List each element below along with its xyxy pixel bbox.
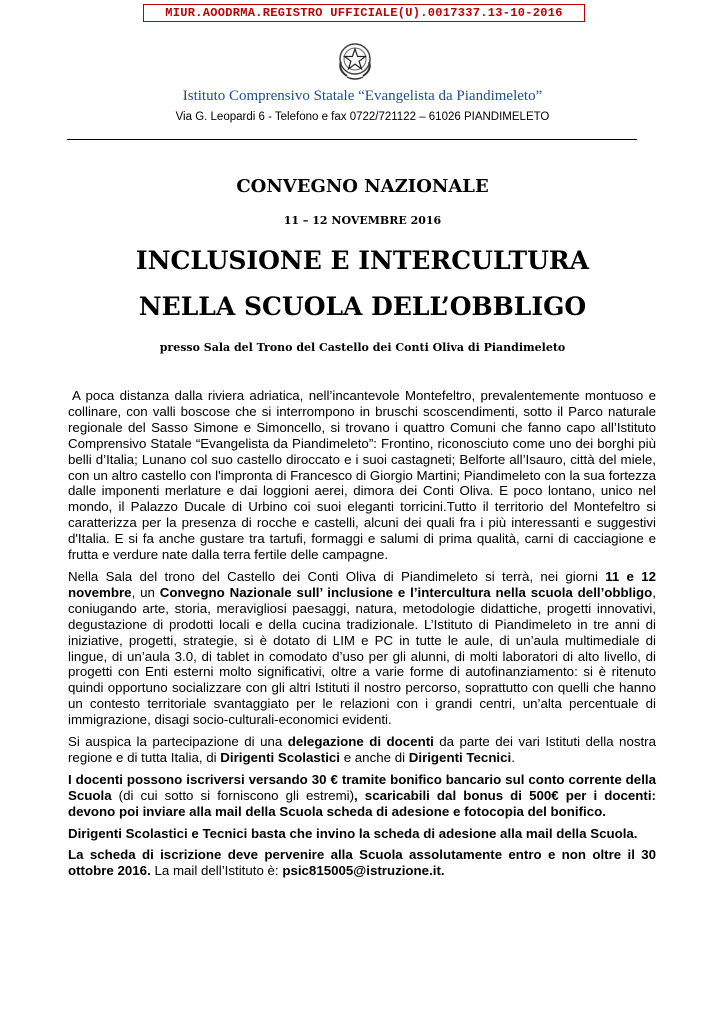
paragraph-partecipazione: [68, 734, 656, 766]
header-divider: [67, 139, 637, 140]
school-name: Istituto Comprensivo Statale “Evangelista da Piandimeleto”: [182, 88, 543, 104]
text-segment: , coniugando arte, storia, meravigliosi paesaggi, natura, metodologie didattiche, progetti innovativi, degustazione di prodotti locali e della cucina tradizionale. L’Istituto di Piandimeleto in tre anni di iniziative, progetti, strategie, si è dotato di LIM e PC in tutte le aule, di un’aula multimediale di lingue, di un’aula 3.0, di tablet in comodato d’uso per gli alunni, di molti laboratori di alto livello, di progetti con Enti esterni molto significativi, oltre a varie forme di autofinanziamento: si è ritenuto quindi opportuno socializzare con gli altri Istituti il nostro percorso, soprattutto con quelli che hanno un contesto territoriale svantaggiato per le relazioni con i grandi centri, un’alta percentuale di immigrazione, disagi socio-culturali-economici evidenti.: [68, 584, 656, 728]
event-venue: presso Sala del Trono del Castello dei Conti Oliva di Piandimeleto: [159, 341, 566, 354]
text-bold: , scaricabili dal bonus di 500€ per i docenti: devono poi inviare alla mail della Scuola scheda di adesione e fotocopia del bonifico.: [68, 787, 656, 819]
event-type: CONVEGNO NAZIONALE: [236, 176, 489, 197]
text-bold: delegazione di docenti: [287, 734, 434, 750]
text-segment: da parte dei vari Istituti della nostra regione e di tutta Italia, di: [68, 734, 656, 765]
text-bold: La scheda di iscrizione deve pervenire alla Scuola assolutamente entro e non oltre il 30 ottobre 2016.: [68, 847, 656, 879]
text-segment: e anche di: [340, 749, 409, 765]
paragraph-iscrizione: [68, 772, 656, 820]
event-dates: 11 – 12 NOVEMBRE 2016: [283, 214, 442, 227]
text-bold: Dirigenti Tecnici: [408, 749, 512, 765]
text-bold: I docenti possono iscriversi versando 30 € tramite bonifico bancario sul conto corrente della Scuola: [68, 771, 656, 803]
text-segment: .: [511, 749, 515, 765]
text-segment: (di cui sotto si forniscono gli estremi): [111, 787, 355, 803]
paragraph-intro: A poca distanza dalla riviera adriatica, nell’incantevole Montefeltro, prevalentemente montuoso e collinare, con valli boscose che si interrompono in bruschi scoscendimenti, sotto il Parco naturale regionale del Sasso Simone e Simoncello, si trovano i quattro Comuni che fanno capo all’Istituto Comprensivo Statale “Evangelista da Piandimeleto”: Frontino, riconosciuto come uno dei borghi più belli d’Italia; Lunano col suo castello diroccato e i suoi castagneti; Belforte all’Isauro, città del miele, con un altro castello con l'impronta di Francesco di Giorgio Martini; Piandimeleto con la sua fortezza dalle imponenti merlature e dai loggioni aerei, dimora dei Conti Oliva. E poco lontano, unico nel mondo, il Palazzo Ducale di Urbino coi suoi eleganti torricini.Tutto il territorio del Montefeltro si caratterizza per la presenza di rocche e castelli, alcuni dei quali fra i più interessanti e suggestivi d'Italia. E si fa anche gustare tra tartufi, formaggi e salumi di prima qualità, carni di cacciagione e frutta e verdure nate dalla terra fertile delle campagne.: [68, 388, 656, 563]
paragraph-scadenza: [68, 847, 656, 879]
text-segment: Nella Sala del trono del Castello dei Conti Oliva di Piandimeleto si terrà, nei giorni: [68, 568, 606, 584]
paragraph-dirigenti: [68, 826, 656, 842]
event-title-line1: INCLUSIONE E INTERCULTURA: [135, 246, 590, 275]
school-email[interactable]: psic815005@istruzione.it.: [282, 863, 445, 879]
text-segment: Si auspica la partecipazione di una: [68, 734, 288, 750]
body-text: [68, 388, 656, 885]
paragraph-convegno: [68, 569, 656, 728]
text-segment: La mail dell’Istituto è:: [150, 863, 283, 879]
event-title-line2: NELLA SCUOLA DELL’OBBLIGO: [138, 292, 587, 321]
text-segment: , un: [131, 584, 160, 600]
italian-republic-emblem-icon: [335, 38, 375, 82]
text-bold: Convegno Nazionale sull’ inclusione e l’intercultura nella scuola dell’obbligo: [159, 584, 653, 600]
text-bold: Dirigenti Scolastici e Tecnici basta che invino la scheda di adesione alla mail della Scuola.: [68, 825, 638, 841]
text-bold: 11 e 12 novembre: [68, 568, 656, 600]
text-bold: Dirigenti Scolastici: [220, 749, 340, 765]
protocol-stamp: MIUR.AOODRMA.REGISTRO UFFICIALE(U).0017337.13-10-2016: [143, 4, 585, 22]
school-address: Via G. Leopardi 6 - Telefono e fax 0722/721122 – 61026 PIANDIMELETO: [175, 111, 550, 123]
